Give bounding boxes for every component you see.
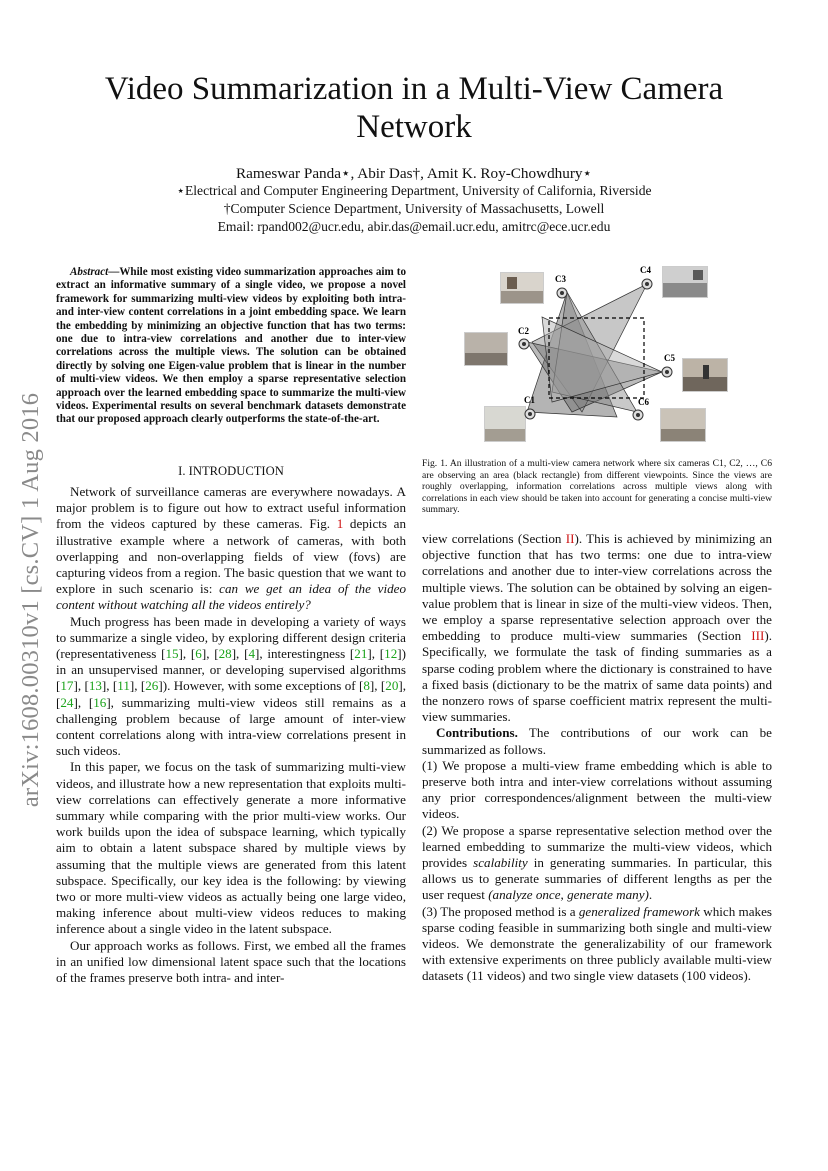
- figure-ref-link[interactable]: 1: [336, 516, 344, 532]
- figure-1-camera-network: [462, 262, 732, 442]
- camera-icon: [557, 288, 567, 298]
- citation-link[interactable]: 8: [363, 678, 370, 694]
- citation-link[interactable]: 26: [145, 678, 159, 694]
- contribution-item-2: (2) We propose a sparse representative selection method over the learned embedding to summarize the multi-view videos, which provides scalability in generating summaries. In particular, this allows us to generate summaries of different lengths as per the user request (analyze once, generate many).: [422, 822, 772, 903]
- right-column: [422, 531, 772, 985]
- contribution-item-1: (1) We propose a multi-view frame embedding which is able to preserve both intra and inter-view correlations without assuming any prior correspondences/alignment between the multi-view videos.: [422, 757, 772, 822]
- intro-paragraph-1: Network of surveillance cameras are everywhere nowadays. A major problem is to figure out how to extract useful information from the videos captured by these cameras. Fig. 1 depicts an illustrative example where a network of cameras, with both overlapping and non-overlapping fields of view (fovs) are capturing videos from a region. The basic question that we want to explore in such scenario is: can we get an idea of the video content without watching all the videos entirely?: [56, 484, 406, 613]
- citation-link[interactable]: 17: [60, 678, 74, 694]
- section-ref-link[interactable]: III: [751, 628, 765, 644]
- citation-link[interactable]: 4: [248, 646, 255, 662]
- citation-link[interactable]: 21: [354, 646, 368, 662]
- contribution-item-3: (3) The proposed method is a generalized framework which makes sparse coding feasible in summarizing both single and multi-view videos. We demonstrate the generalizability of our framework with extensive experiments on three publicly available multi-view datasets (11 videos) and two single view datasets (100 videos).: [422, 903, 772, 984]
- figure-1-caption: Fig. 1. An illustration of a multi-view camera network where six cameras C1, C2, …, C6 are observing an area (black rectangle) from different viewpoints. Since the views are roughly overlapping, information correlations across multiple views along with correlations in each view should be taken into account for generating a concise multi-view summary.: [422, 458, 772, 516]
- citation-link[interactable]: 28: [218, 646, 232, 662]
- citation-link[interactable]: 15: [165, 646, 179, 662]
- intro-paragraph-2: Much progress has been made in developing a variety of ways to summarize a single video, by exploring different design criteria (representativeness [15], [6], [28], [4], interestingness [21], [12]) in an unsupervised manner, or developing supervised algorithms [17], [13], [11], [26]). However, with some exceptions of [8], [20], [24], [16], summarizing multi-view videos still remains as a challenging problem because of large amount of inter-view content correlations along with intra-view correlations present in such videos.: [56, 613, 406, 759]
- citation-link[interactable]: 13: [88, 678, 102, 694]
- paper-title: Video Summarization in a Multi-View Camera Network: [104, 71, 724, 145]
- arxiv-identifier: arXiv:1608.00310v1 [cs.CV] 1 Aug 2016: [17, 392, 44, 808]
- camera-label: C6: [638, 397, 649, 407]
- left-column: [56, 484, 406, 986]
- arxiv-sidebar: [6, 350, 56, 850]
- authors: Rameswar Panda⋆, Abir Das†, Amit K. Roy-Chowdhury⋆: [235, 165, 593, 182]
- camera-icon: [633, 410, 643, 420]
- section-ref-link[interactable]: II: [565, 531, 575, 546]
- citation-link[interactable]: 12: [384, 646, 398, 662]
- contributions-intro: Contributions. The contributions of our work can be summarized as follows.: [422, 725, 772, 757]
- contributions-list: [422, 758, 772, 985]
- intro-paragraph-continued: view correlations (Section II). This is achieved by minimizing an objective function that has two terms: one due to intra-view correlations and another due to inter-view correlations across the multiple views. The solution can be obtained by solving an eigen-value problem that is linear in size of the multi-view videos. Then, we employ a sparse representative selection approach over the embedding to produce multi-view summaries (Section III). Specifically, we formulate the task of finding summaries as a sparse coding problem where the dictionary is constrained to have a fixed basis (dictionary to be the matrix of same data points) and the nonzero rows of sparse coefficient matrix represent the multi-view summaries.: [422, 531, 772, 725]
- citation-link[interactable]: 24: [60, 694, 74, 710]
- section-heading-introduction: I. INTRODUCTION: [178, 464, 284, 478]
- camera-icon: [642, 279, 652, 289]
- citation-link[interactable]: 11: [117, 678, 130, 694]
- camera-label: C2: [518, 326, 529, 336]
- intro-paragraph-3: In this paper, we focus on the task of summarizing multi-view videos, and illustrate how a new representation that exploits multi-view correlations can effectively generate a more informative summary while comparing with the prior multi-view works. Our work builds upon the idea of subspace learning, which typically aim to obtain a latent subspace shared by multiple views by assuming that the multiple views are generated from this latent subspace. Specifically, our key idea is the following: by viewing two or more multi-view videos as actually being one large video, making inference about multi-view videos reduces to making inference about a single video in the latent subspace.: [56, 759, 406, 937]
- camera-icon: [525, 409, 535, 419]
- abstract-lead: Abstract: [70, 266, 109, 278]
- camera-label: C3: [555, 274, 566, 284]
- camera-label: C1: [524, 395, 535, 405]
- camera-network-diagram: [462, 262, 732, 442]
- camera-label: C4: [640, 265, 651, 275]
- affiliation-2: †Computer Science Department, University of Massachusetts, Lowell: [223, 201, 605, 216]
- intro-paragraph-4: Our approach works as follows. First, we embed all the frames in an unified low dimensional latent space such that the locations of the frames preserve both intra- and inter-: [56, 937, 406, 986]
- abstract-text: —While most existing video summarization approaches aim to extract an informative summary of a single video, we propose a novel framework for summarizing multi-view videos by exploiting both intra- and inter-view content correlations in a joint embedding space. We learn the embedding by minimizing an objective function that has two terms: one due to intra-view correlations and another due to inter-view correlations across the multiple views. The solution can be obtained directly by solving one Eigen-value problem that is linear in the number of multi-view videos. We then employ a sparse representative selection approach over the learned embedding space to summarize the multi-view videos. Experimental results on several benchmark datasets demonstrate that our proposed approach clearly outperforms the state-of-the-art.: [56, 266, 406, 426]
- citation-link[interactable]: 20: [385, 678, 399, 694]
- abstract: [56, 266, 406, 427]
- camera-icon: [662, 367, 672, 377]
- camera-icon: [519, 339, 529, 349]
- affiliation-1: ⋆Electrical and Computer Engineering Department, University of California, Riverside: [176, 183, 652, 198]
- author-emails: Email: rpand002@ucr.edu, abir.das@email.ucr.edu, amitrc@ece.ucr.edu: [217, 219, 611, 234]
- citation-link[interactable]: 16: [93, 694, 107, 710]
- camera-label: C5: [664, 353, 675, 363]
- citation-link[interactable]: 6: [195, 646, 202, 662]
